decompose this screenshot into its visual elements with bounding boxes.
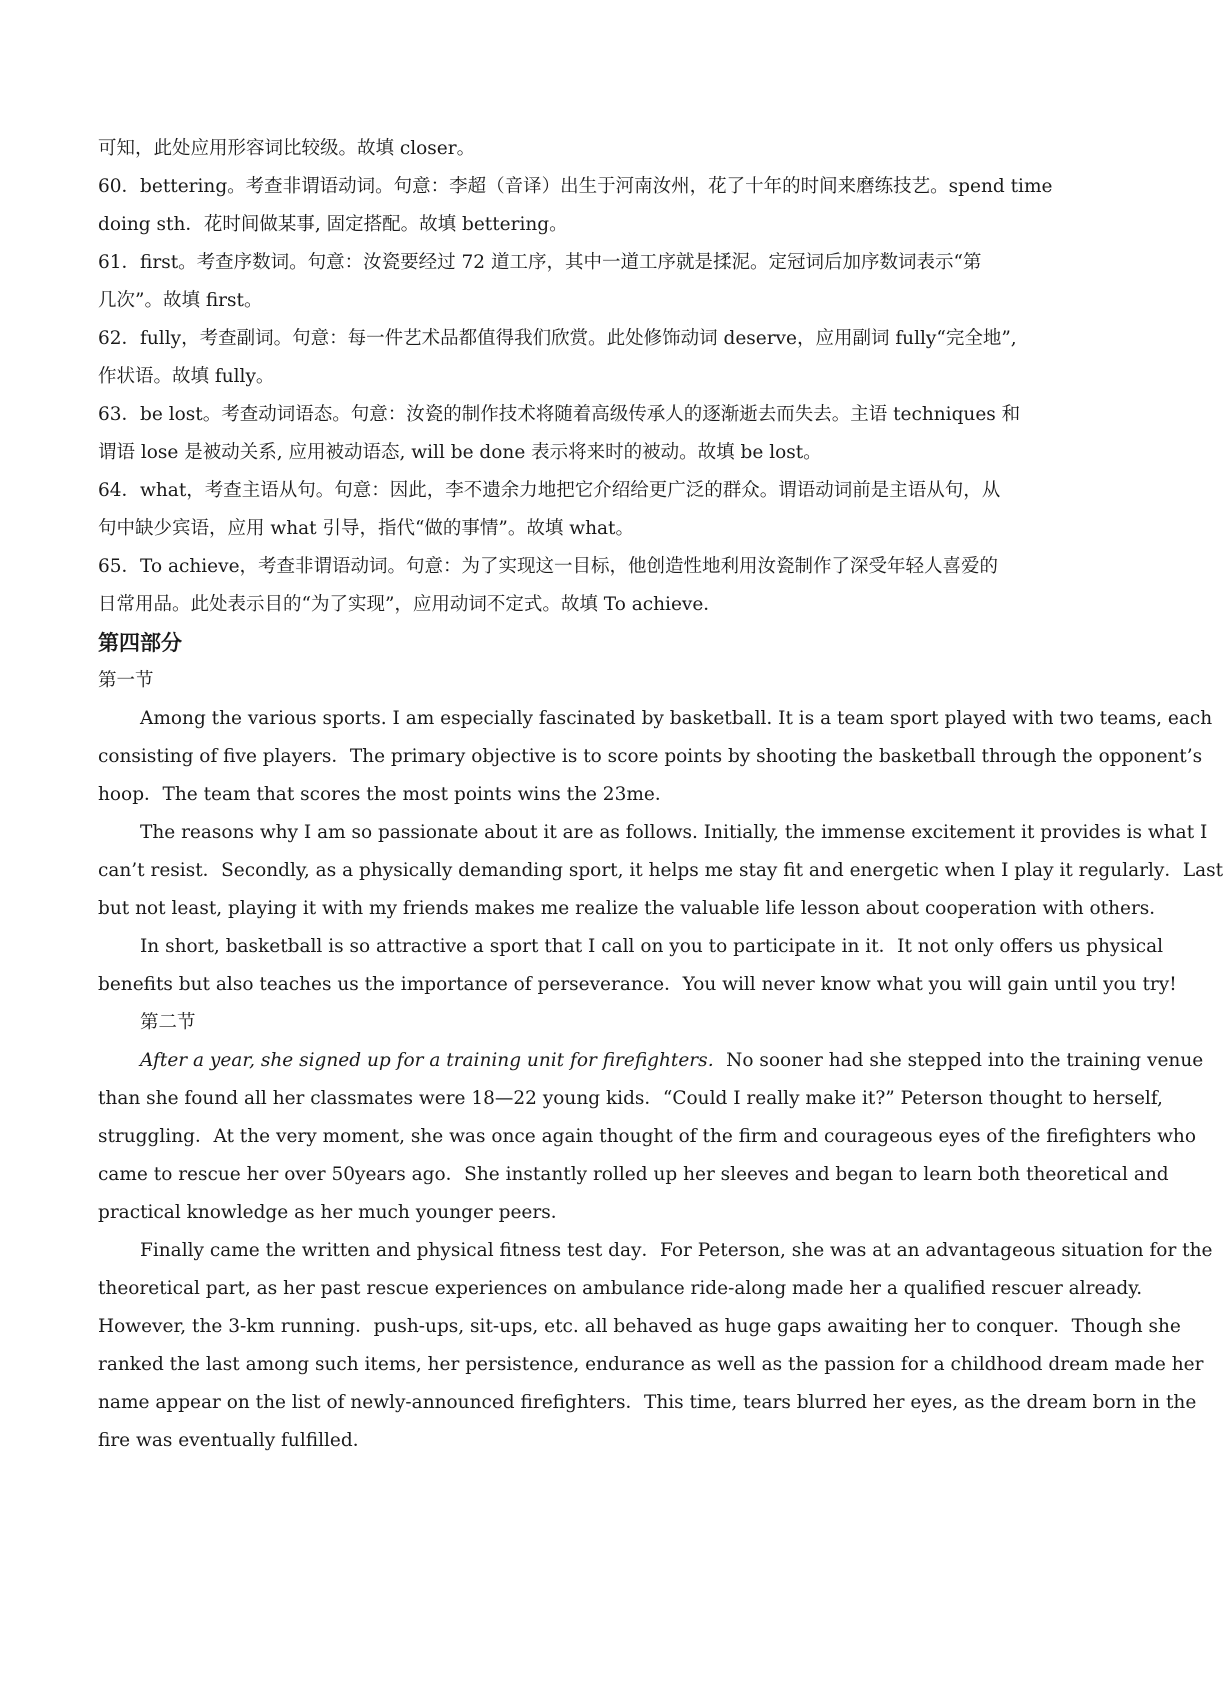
section1-heading: 第一节 xyxy=(98,670,154,691)
answer-line: 句中缺少宾语，应用 what 引导，指代“做的事情”。故填 what。 xyxy=(98,518,634,539)
essay-line: came to rescue her over 50years ago．She instantly rolled up her sleeves and began to learn both theoretical and xyxy=(98,1164,1169,1185)
answer-line: 作状语。故填 fully。 xyxy=(98,366,275,387)
essay-line: ranked the last among such items, her persistence, endurance as well as the passion for a childhood dream made her xyxy=(98,1354,1204,1375)
part4-heading: 第四部分 xyxy=(98,631,182,655)
essay-line: name appear on the list of newly-announced firefighters．This time, tears blurred her eyes, as the dream born in the xyxy=(98,1392,1197,1413)
essay-line: However, the 3-km running．push-ups, sit-ups, etc. all behaved as huge gaps awaiting her to conquer．Though she xyxy=(98,1316,1181,1337)
italic-lead-sentence: After a year, she signed up for a training unit for firefighters． xyxy=(140,1050,727,1071)
answer-line: 谓语 lose 是被动关系, 应用被动语态, will be done 表示将来时的被动。故填 be lost。 xyxy=(98,442,822,463)
essay-line: hoop．The team that scores the most points wins the 23me． xyxy=(98,784,674,805)
section2-heading: 第二节 xyxy=(140,1012,196,1033)
essay-line: than she found all her classmates were 18—22 young kids．“Could I really make it?” Peterson thought to herself, xyxy=(98,1088,1163,1109)
answer-line: 日常用品。此处表示目的“为了实现”，应用动词不定式。故填 To achieve． xyxy=(98,594,722,615)
answer-line: 65．To achieve，考查非谓语动词。句意：为了实现这一目标，他创造性地利用汝瓷制作了深受年轻人喜爱的 xyxy=(98,556,999,577)
essay-line: practical knowledge as her much younger peers． xyxy=(98,1202,570,1223)
answer-line: 60．bettering。考查非谓语动词。句意：李超（音译）出生于河南汝州，花了十年的时间来磨练技艺。spend time xyxy=(98,176,1053,197)
essay-line: The reasons why I am so passionate about it are as follows. Initially, the immense excitement it provides is what I xyxy=(140,822,1208,843)
essay-line: fire was eventually fulfilled． xyxy=(98,1430,372,1451)
essay-line: consisting of five players．The primary objective is to score points by shooting the basketball through the opponent’s xyxy=(98,746,1203,767)
essay-line: In short, basketball is so attractive a sport that I call on you to participate in it．It not only offers us physical xyxy=(140,936,1164,957)
essay-text: No sooner had she stepped into the training venue xyxy=(726,1050,1204,1071)
essay-line: benefits but also teaches us the importance of perseverance．You will never know what you will gain until you try! xyxy=(98,974,1177,995)
answer-line: 63．be lost。考查动词语态。句意：汝瓷的制作技术将随着高级传承人的逐渐逝去而失去。主语 techniques 和 xyxy=(98,404,1021,425)
essay-line: but not least, playing it with my friends makes me realize the valuable life lesson about cooperation with others． xyxy=(98,898,1168,919)
essay-line xyxy=(98,1042,1204,1080)
answer-line: 62．fully，考查副词。句意：每一件艺术品都值得我们欣赏。此处修饰动词 deserve，应用副词 fully“完全地”, xyxy=(98,328,1017,349)
essay-line: theoretical part, as her past rescue experiences on ambulance ride-along made her a qualified rescuer already. xyxy=(98,1278,1143,1299)
essay-line: struggling．At the very moment, she was once again thought of the firm and courageous eyes of the firefighters who xyxy=(98,1126,1196,1147)
answer-line: 可知，此处应用形容词比较级。故填 closer。 xyxy=(98,138,476,159)
essay-line: can’t resist．Secondly, as a physically demanding sport, it helps me stay fit and energetic when I play it regularly．Last xyxy=(98,860,1223,881)
answer-line: 64．what，考查主语从句。句意：因此，李不遗余力地把它介绍给更广泛的群众。谓语动词前是主语从句，从 xyxy=(98,480,1001,501)
essay-line: Among the various sports. I am especially fascinated by basketball. It is a team sport played with two teams, each xyxy=(140,708,1213,729)
answer-line: doing sth．花时间做某事, 固定搭配。故填 bettering。 xyxy=(98,214,568,235)
answer-line: 几次”。故填 first。 xyxy=(98,290,263,311)
essay-line: Finally came the written and physical fitness test day．For Peterson, she was at an advantageous situation for the xyxy=(140,1240,1213,1261)
answer-line: 61．first。考查序数词。句意：汝瓷要经过 72 道工序，其中一道工序就是揉泥。定冠词后加序数词表示“第 xyxy=(98,252,982,273)
document-content xyxy=(98,130,1223,1460)
